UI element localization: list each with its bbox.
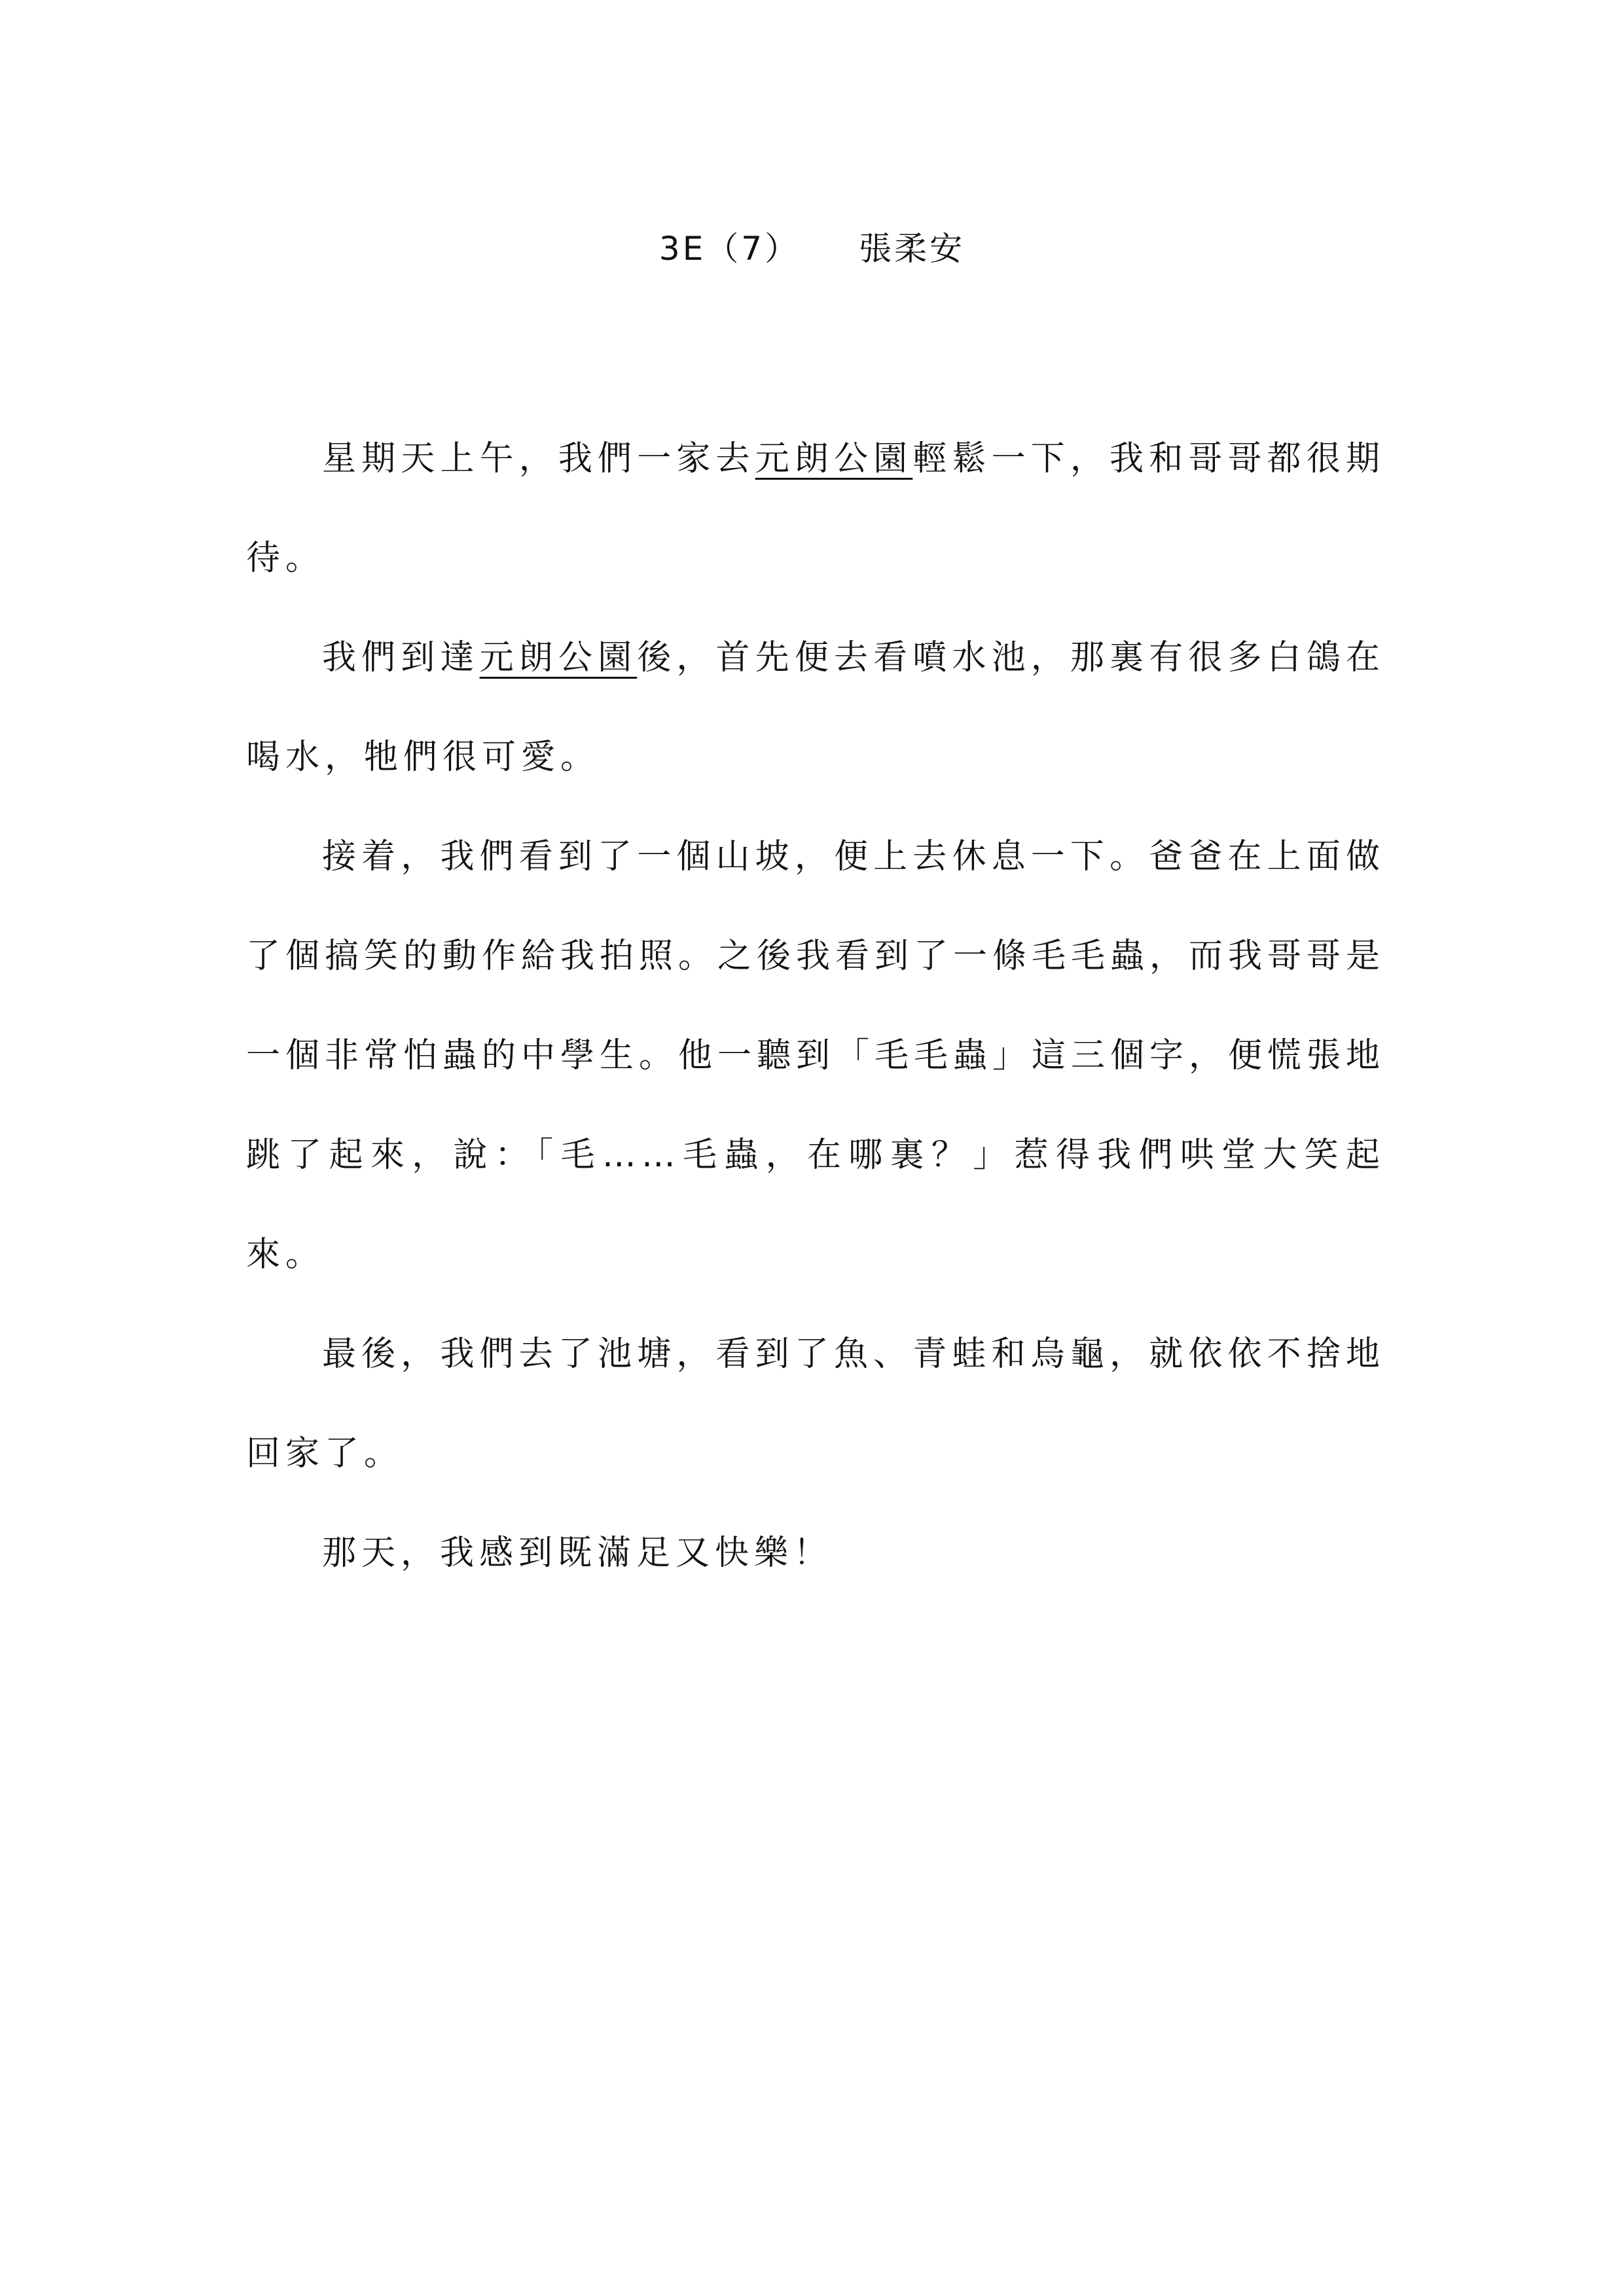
paragraph-2-before: 我們到達: [322, 638, 480, 677]
author-heading: [0, 213, 1624, 285]
class-number: 3E（7）: [659, 230, 801, 268]
place-name-underlined: 元朗公園: [755, 439, 913, 478]
essay-body: [246, 409, 1385, 1603]
student-name: 張柔安: [859, 230, 965, 268]
paragraph-1-after: 輕鬆一下，我和哥哥都很期待。: [246, 439, 1385, 578]
paragraph-5: 那天，我感到既滿足又快樂！: [322, 1534, 833, 1573]
paragraph-4: 最後，我們去了池塘，看到了魚、青蛙和烏龜，就依依不捨地回家了。: [246, 1335, 1385, 1473]
paragraph-1-before: 星期天上午，我們一家去: [322, 439, 755, 478]
paragraph-2-after: 後，首先便去看噴水池，那裏有很多白鴿在喝水，牠們很可愛。: [246, 638, 1385, 777]
place-name-underlined: 元朗公園: [479, 638, 638, 677]
paragraph-1: [246, 409, 1385, 608]
paragraph-2: [246, 608, 1385, 807]
paragraph-3: 接着，我們看到了一個山坡，便上去休息一下。爸爸在上面做了個搞笑的動作給我拍照。之後我看到了一條毛毛蟲，而我哥哥是一個非常怕蟲的中學生。他一聽到「毛毛蟲」這三個字，便慌張地跳了起來，說：「毛……毛蟲，在哪裏？」惹得我們哄堂大笑起來。: [246, 837, 1386, 1274]
